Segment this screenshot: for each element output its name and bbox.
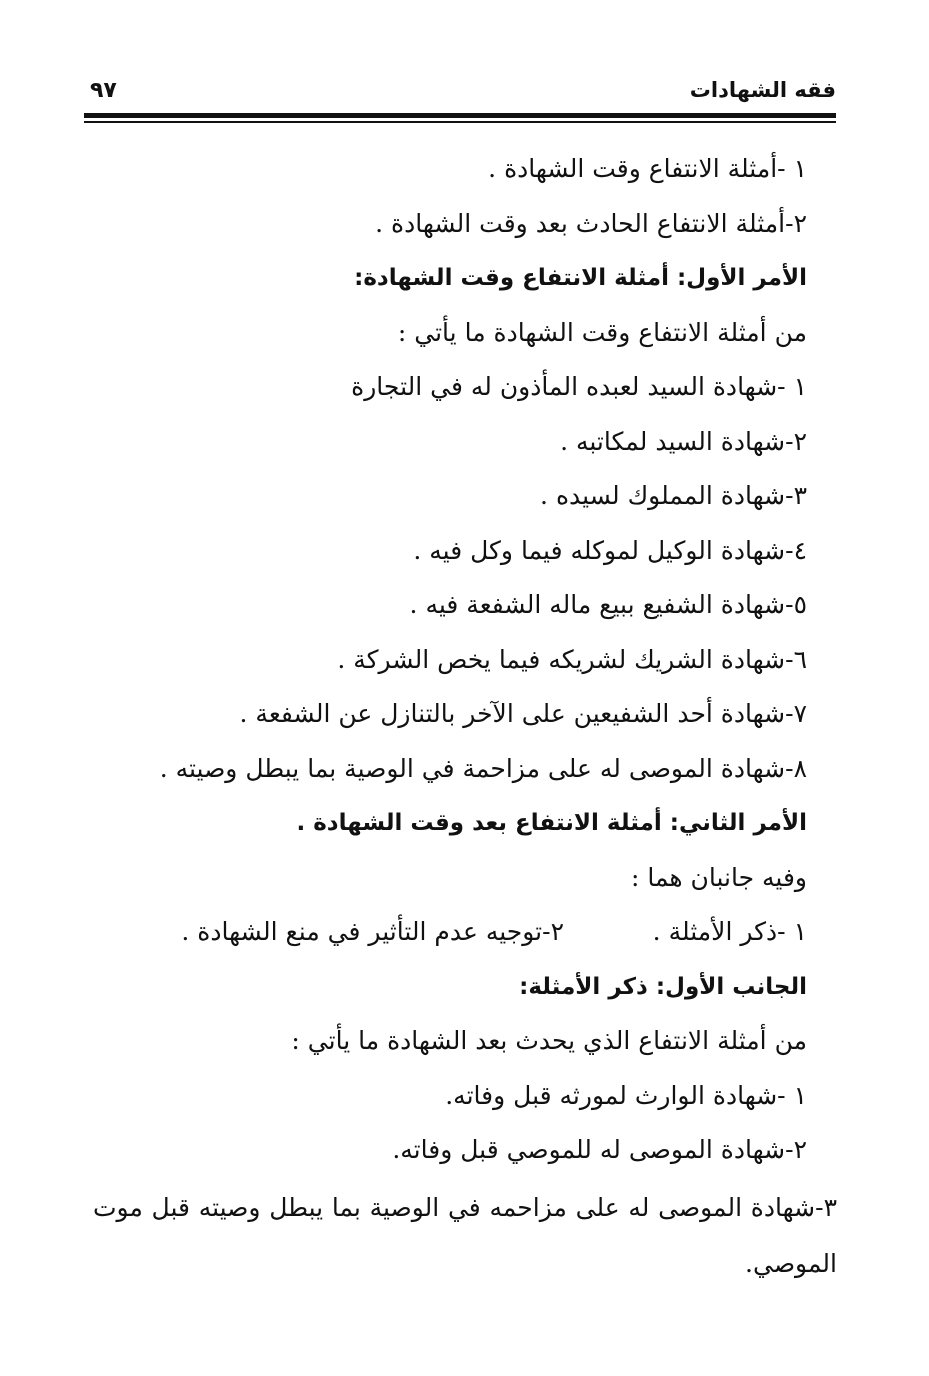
- two-col-item-2: ٢-توجيه عدم التأثير في منع الشهادة .: [181, 917, 564, 946]
- text-line: ١ -أمثلة الانتفاع وقت الشهادة .: [488, 154, 807, 183]
- header-rule-thin: [84, 121, 836, 123]
- body-text: [87, 142, 807, 1178]
- text-line: ٢-أمثلة الانتفاع الحادث بعد وقت الشهادة .: [375, 208, 807, 238]
- two-col-item-1: ١ -ذكر الأمثلة .: [652, 917, 807, 946]
- text-line: ٥-شهادة الشفيع ببيع ماله الشفعة فيه .: [409, 590, 807, 619]
- text-line: ٦-شهادة الشريك لشريكه فيما يخص الشركة .: [337, 644, 807, 674]
- text-line: ٢-شهادة السيد لمكاتبه .: [560, 426, 807, 456]
- text-line: من أمثلة الانتفاع الذي يحدث بعد الشهادة ما يأتي :: [291, 1026, 807, 1055]
- two-column-line: [87, 905, 807, 960]
- section-heading: الأمر الأول: أمثلة الانتفاع وقت الشهادة:: [354, 265, 807, 291]
- page-number: ٩٧: [90, 78, 117, 103]
- text-line: ٣-شهادة المملوك لسيده .: [540, 481, 807, 510]
- section-heading: الأمر الثاني: أمثلة الانتفاع بعد وقت الشهادة .: [296, 810, 807, 836]
- text-line: ٤-شهادة الوكيل لموكله فيما وكل فيه .: [413, 535, 807, 565]
- text-line: من أمثلة الانتفاع وقت الشهادة ما يأتي :: [397, 317, 807, 347]
- section-heading: الجانب الأول: ذكر الأمثلة:: [519, 973, 807, 1000]
- final-paragraph: ٣-شهادة الموصى له على مزاحمه في الوصية بما يبطل وصيته قبل موت الموصي.: [93, 1193, 837, 1278]
- running-title: فقه الشهادات: [689, 78, 836, 102]
- text-line: ٢-شهادة الموصى له للموصي قبل وفاته.: [392, 1135, 807, 1164]
- text-line: وفيه جانبان هما :: [630, 862, 807, 892]
- text-line: ٨-شهادة الموصى له على مزاحمة في الوصية بما يبطل وصيته .: [159, 753, 807, 783]
- text-line: ١ -شهادة الوارث لمورثه قبل وفاته.: [445, 1080, 807, 1110]
- page-header: [84, 78, 836, 118]
- text-line: ٧-شهادة أحد الشفيعين على الآخر بالتنازل عن الشفعة .: [239, 699, 807, 728]
- header-rule-thick: [84, 113, 836, 118]
- text-line: ١ -شهادة السيد لعبده المأذون له في التجارة: [351, 372, 807, 401]
